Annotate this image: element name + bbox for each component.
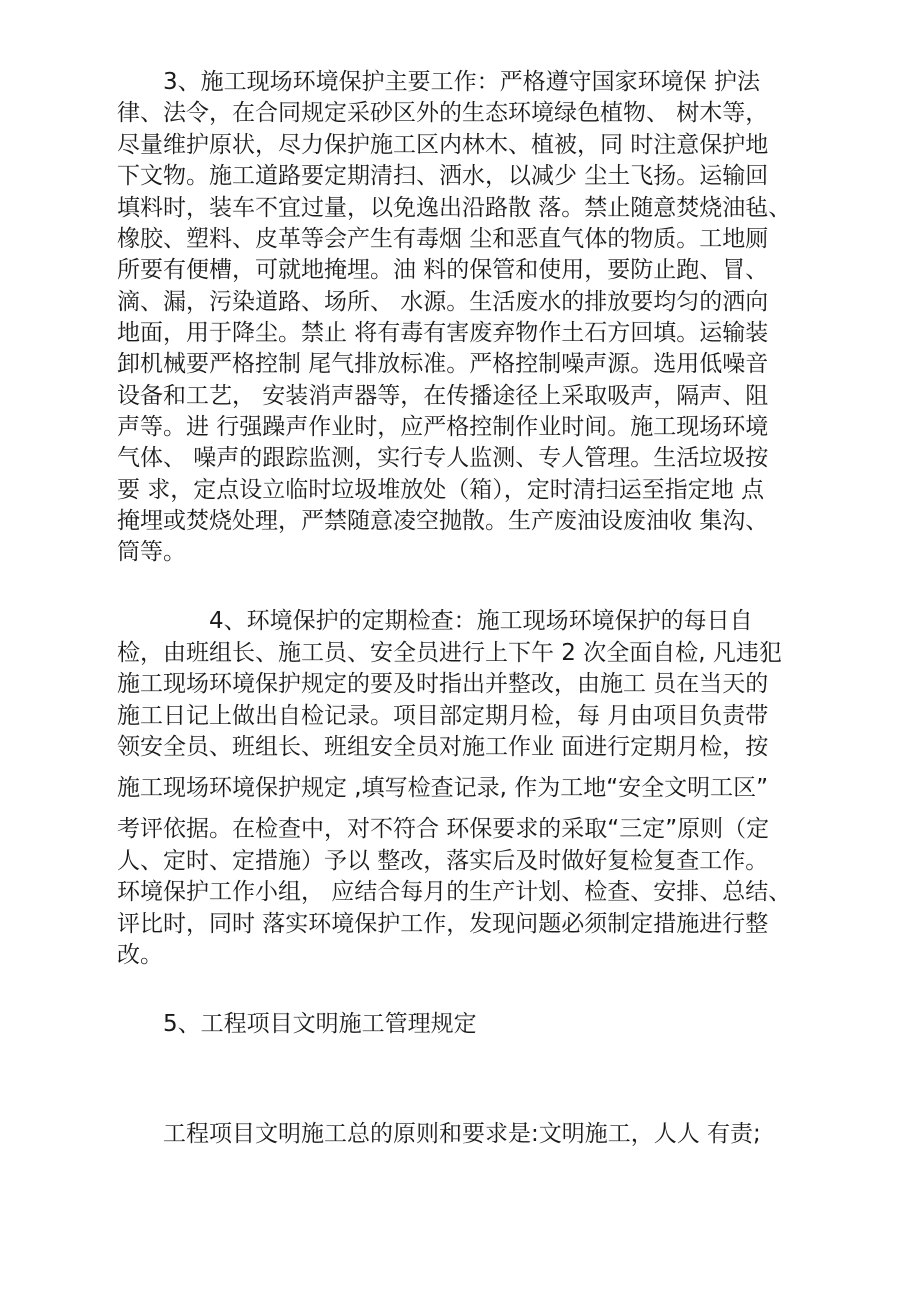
text-line: 筒等。 (117, 539, 186, 565)
text-line: 声等。进 行强躁声作业时，应严格控制作业时间。施工现场环境 (117, 414, 769, 440)
text-line: 滴、漏，污染道路、场所、 水源。生活废水的排放要均匀的洒向 (117, 289, 769, 315)
text-line: 4、环境保护的定期检查：施工现场环境保护的每日自 (117, 608, 753, 634)
text-line: 人、定时、定措施）予以 整改，落实后及时做好复检复查工作。 (117, 848, 769, 874)
text-line: 施工日记上做出自检记录。项目部定期月检，每 月由项目负责带 (117, 703, 769, 729)
text-line: 要 求，定点设立临时垃圾堆放处（箱），定时清扫运至指定地 点 (117, 477, 765, 503)
text-line: 掩埋或焚烧处理，严禁随意凌空抛散。生产废油设废油收 集沟、 (117, 508, 769, 534)
text-line: 卸机械要严格控制 尾气排放标准。严格控制噪声源。选用低噪音 (117, 351, 769, 377)
text-line: 气体、 噪声的跟踪监测，实行专人监测、专人管理。生活垃圾按 (117, 445, 769, 471)
text-line: 填料时，装车不宜过量，以免逸出沿路散 落。禁止随意焚烧油毡、 (117, 195, 792, 221)
text-line: 地面，用于降尘。禁止 将有毒有害废弃物作土石方回填。运输装 (117, 320, 769, 346)
text-line: 环境保护工作小组， 应结合每月的生产计划、检查、安排、总结、 (117, 879, 792, 905)
text-line: 施工现场环境保护规定 ,填写检查记录, 作为工地“安全文明工区” (117, 775, 769, 801)
text-line: 橡胶、塑料、皮革等会产生有毒烟 尘和恶直气体的物质。工地厕 (117, 226, 769, 252)
text-line: 设备和工艺， 安装消声器等，在传播途径上采取吸声，隔声、阻 (117, 383, 769, 409)
section-5-heading: 5、工程项目文明施工管理规定 (117, 1011, 477, 1037)
text-line: 改。 (117, 942, 163, 968)
text-line: 检，由班组长、施工员、安全员进行上下午 2 次全面自检, 凡违犯 (117, 640, 782, 666)
section-5-intro: 工程项目文明施工总的原则和要求是:文明施工，人人 有责; (117, 1121, 761, 1147)
text-line: 施工现场环境保护规定的要及时指出并整改，由施工 员在当天的 (117, 671, 769, 697)
text-line: 律、法令，在合同规定采砂区外的生态环境绿色植物、 树木等， (117, 100, 769, 126)
text-line: 领安全员、班组长、班组安全员对施工作业 面进行定期月检，按 (117, 734, 769, 760)
text-line: 尽量维护原状，尽力保护施工区内林木、植被，同 时注意保护地 (117, 132, 769, 158)
text-line: 3、施工现场环境保护主要工作：严格遵守国家环境保 护法 (117, 69, 760, 95)
text-line: 所要有便槽，可就地掩埋。油 料的保管和使用，要防止跑、冒、 (117, 257, 769, 283)
text-line: 下文物。施工道路要定期清扫、洒水，以减少 尘土飞扬。运输回 (117, 163, 769, 189)
text-line: 考评依据。在检查中，对不符合 环保要求的采取“三定”原则（定 (117, 816, 770, 842)
text-line: 评比时，同时 落实环境保护工作，发现问题必须制定措施进行整 (117, 911, 769, 937)
